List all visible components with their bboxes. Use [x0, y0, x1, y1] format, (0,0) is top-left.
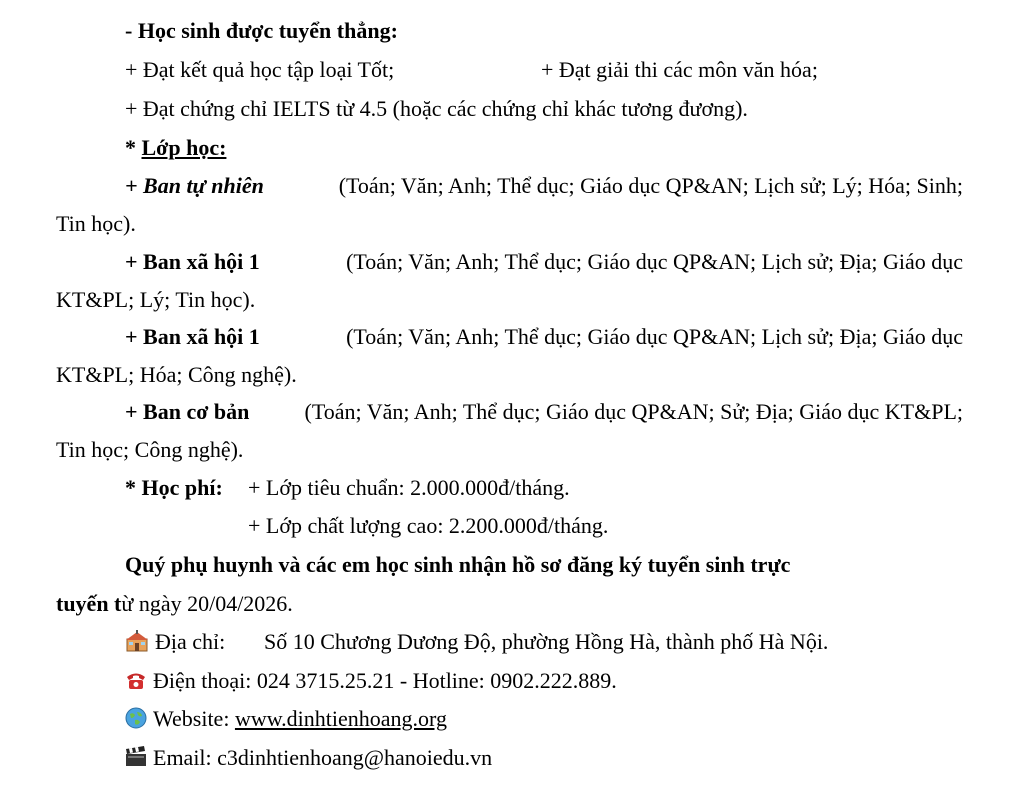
clapper-board-icon: [125, 746, 147, 770]
address-value: Số 10 Chương Dương Độ, phường Hồng Hà, thành phố Hà Nội.: [264, 629, 829, 654]
class-social1-name: + Ban xã hội 1: [125, 249, 260, 274]
fee-standard: + Lớp tiêu chuẩn: 2.000.000đ/tháng.: [248, 475, 570, 500]
fees-label: * Học phí:: [125, 475, 223, 500]
telephone-icon: [125, 669, 147, 693]
contact-phone: [125, 668, 617, 694]
class-natural-subjects: (Toán; Văn; Anh; Thể dục; Giáo dục QP&AN; Lịch sử; Lý; Hóa; Sinh;: [338, 173, 963, 198]
classes-title: Lớp học:: [141, 135, 227, 160]
class-social2-line2: KT&PL; Hóa; Công nghệ).: [56, 362, 297, 387]
notice-bold-part: tuyến t: [56, 591, 122, 616]
criterion-subject-prize: + Đạt giải thi các môn văn hóa;: [541, 57, 818, 82]
phone-text: Điện thoại: 024 3715.25.21 - Hotline: 0902.222.889.: [153, 668, 617, 693]
notice-line2: [56, 591, 293, 617]
notice-date: ừ ngày 20/04/2026.: [121, 591, 293, 616]
direct-admission-heading: - Học sinh được tuyển thẳng:: [125, 18, 398, 43]
globe-icon: [125, 707, 147, 731]
class-natural-name: + Ban tự nhiên: [125, 173, 264, 198]
class-basic-subjects: (Toán; Văn; Anh; Thể dục; Giáo dục QP&AN; Sử; Địa; Giáo dục KT&PL;: [304, 399, 963, 424]
class-social1-subjects: (Toán; Văn; Anh; Thể dục; Giáo dục QP&AN; Lịch sử; Địa; Giáo dục: [346, 249, 963, 274]
class-social2-name: + Ban xã hội 1: [125, 324, 260, 349]
website-link[interactable]: www.dinhtienhoang.org: [234, 706, 447, 731]
class-basic-name: + Ban cơ bản: [125, 399, 250, 424]
class-social2-line1: [125, 324, 963, 350]
class-basic-line2: Tin học; Công nghệ).: [56, 437, 244, 462]
admission-criteria-row: [125, 57, 925, 83]
criterion-ielts: + Đạt chứng chỉ IELTS từ 4.5 (hoặc các chứng chỉ khác tương đương).: [125, 96, 748, 121]
class-social2-subjects: (Toán; Văn; Anh; Thể dục; Giáo dục QP&AN; Lịch sử; Địa; Giáo dục: [346, 324, 963, 349]
email-text: Email: c3dinhtienhoang@hanoiedu.vn: [153, 745, 493, 770]
class-natural-line2: Tin học).: [56, 211, 136, 236]
fees-row: [125, 475, 570, 501]
contact-email: [125, 745, 492, 771]
class-basic-line1: [125, 399, 963, 425]
class-natural-line1: [125, 173, 963, 199]
website-label: Website:: [153, 706, 235, 731]
criterion-good-results: + Đạt kết quả học tập loại Tốt;: [125, 57, 395, 82]
school-icon: [125, 630, 149, 654]
class-social1-line1: [125, 249, 963, 275]
notice-line1: Quý phụ huynh và các em học sinh nhận hồ sơ đăng ký tuyển sinh trực: [125, 552, 791, 577]
address-label: Địa chỉ:: [155, 629, 226, 654]
classes-star: *: [125, 135, 142, 160]
contact-address: [125, 629, 829, 655]
fee-high-quality: + Lớp chất lượng cao: 2.200.000đ/tháng.: [248, 513, 609, 538]
contact-website: [125, 706, 447, 732]
classes-heading: [125, 135, 226, 161]
class-social1-line2: KT&PL; Lý; Tin học).: [56, 287, 256, 312]
